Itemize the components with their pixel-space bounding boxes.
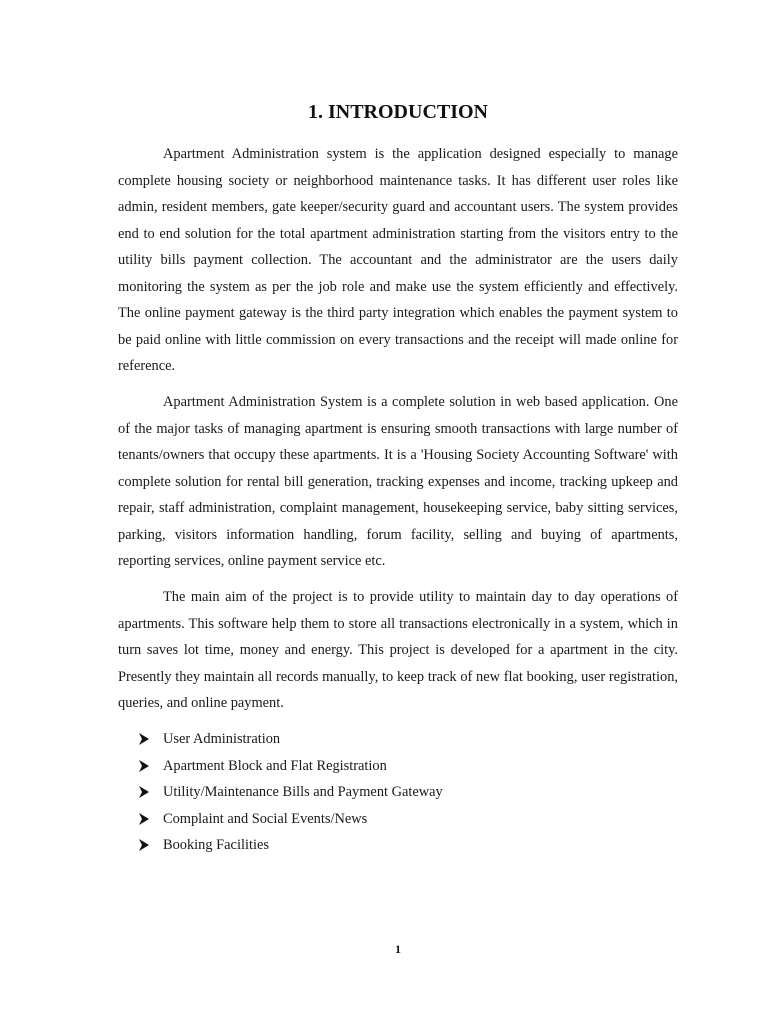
feature-label: Booking Facilities: [163, 837, 269, 853]
arrowhead-bullet-icon: [138, 786, 150, 798]
feature-label: Complaint and Social Events/News: [163, 810, 368, 827]
list-item: [138, 832, 678, 859]
arrowhead-bullet-icon: [138, 839, 150, 851]
intro-paragraph-2: Apartment Administration System is a complete solution in web based application. One of the major tasks of managing apartment is ensuring smooth transactions with large number of tenants/owners that occupy these apartments. It is a 'Housing Society Accounting Software' with complete solution for rental bill generation, tracking expenses and income, tracking upkeep and repair, staff administration, complaint management, housekeeping service, baby sitting services, parking, visitors information handling, forum facility, selling and buying of apartments, reporting services, online payment service etc.: [118, 394, 678, 569]
arrowhead-bullet-icon: [138, 733, 150, 745]
list-item: [138, 779, 678, 806]
list-item: [138, 806, 678, 833]
list-item: [138, 753, 678, 780]
intro-paragraph-3: The main aim of the project is to provide utility to maintain day to day operations of apartments. This software help them to store all transactions electronically in a system, which in turn saves lot time, money and energy. This project is developed for a apartment in the city. Presently they maintain all records manually, to keep track of new flat booking, user registration, queries, and online payment.: [118, 589, 678, 711]
arrowhead-bullet-icon: [138, 813, 150, 825]
page-number: 1: [395, 942, 401, 956]
arrowhead-bullet-icon: [138, 760, 150, 772]
page-title: 1. INTRODUCTION: [307, 101, 489, 123]
list-item: [138, 726, 678, 753]
feature-label: Utility/Maintenance Bills and Payment Gateway: [163, 784, 443, 800]
feature-label: Apartment Block and Flat Registration: [163, 757, 387, 774]
feature-list: [138, 726, 678, 859]
feature-label: User Administration: [163, 731, 281, 747]
intro-paragraph-1: Apartment Administration system is the application designed especially to manage complete housing society or neighborhood maintenance tasks. It has different user roles like admin, resident members, gate keeper/security guard and accountant users. The system provides end to end solution for the total apartment administration starting from the visitors entry to the utility bills payment collection. The accountant and the administrator are the users daily monitoring the system as per the job role and make use the system efficiently and effectively. The online payment gateway is the third party integration which enables the payment system to be paid online with little commission on every transactions and the receipt will made online for reference.: [118, 146, 678, 374]
